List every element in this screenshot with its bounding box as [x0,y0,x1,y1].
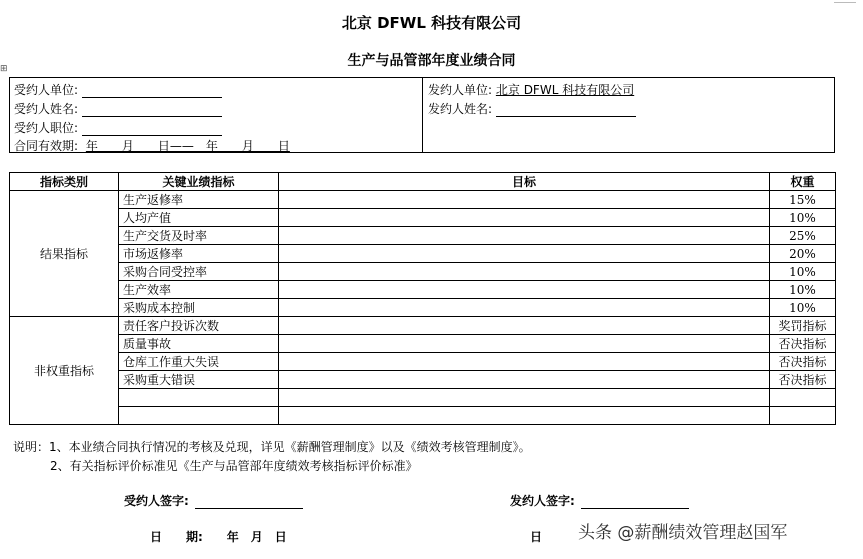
target-cell[interactable] [279,335,770,353]
party-info-box [9,77,835,153]
kpi-cell[interactable]: 采购重大错误 [119,371,279,389]
receiver-position-row [14,119,222,136]
validity-field[interactable]: 年 月 日—— 年 月 日 [85,139,290,153]
table-row [10,299,836,317]
target-cell[interactable] [279,317,770,335]
issuer-date: 日 [530,530,543,544]
weight-cell[interactable]: 否决指标 [770,371,836,389]
receiver-position-label: 受约人职位: [14,121,79,135]
kpi-cell[interactable]: 责任客户投诉次数 [119,317,279,335]
kpi-cell[interactable]: 生产效率 [119,281,279,299]
company-title: 北京 DFWL 科技有限公司 [341,14,522,32]
weight-cell[interactable] [770,389,836,407]
table-row [10,407,836,425]
kpi-cell[interactable]: 质量事故 [119,335,279,353]
note-line-1: 说明：1、本业绩合同执行情况的考核及兑现，详见《薪酬管理制度》以及《绩效考核管理制度》。 [13,440,531,454]
watermark-text: 头条 @薪酬绩效管理赵国军 [578,523,788,543]
kpi-cell[interactable] [119,407,279,425]
issuer-name-label: 发约人姓名: [428,102,493,116]
weight-cell[interactable]: 否决指标 [770,335,836,353]
table-row [10,317,836,335]
target-cell[interactable] [279,389,770,407]
target-cell[interactable] [279,227,770,245]
issuer-sign-field[interactable] [581,496,689,509]
issuer-name-field[interactable] [496,104,636,117]
receiver-sign-row [124,492,303,509]
receiver-sign-field[interactable] [195,496,303,509]
target-cell[interactable] [279,407,770,425]
table-row [10,353,836,371]
issuer-sign-row [510,492,689,509]
header-kpi: 关键业绩指标 [119,173,279,191]
category-cell: 结果指标 [10,191,119,317]
weight-cell[interactable]: 10% [770,263,836,281]
kpi-table [9,172,836,425]
kpi-cell[interactable]: 人均产值 [119,209,279,227]
table-row [10,245,836,263]
target-cell[interactable] [279,209,770,227]
weight-cell[interactable]: 15% [770,191,836,209]
target-cell[interactable] [279,371,770,389]
table-row [10,335,836,353]
kpi-cell[interactable]: 采购合同受控率 [119,263,279,281]
validity-row [14,137,290,154]
contract-title: 生产与品管部年度业绩合同 [347,53,516,69]
kpi-cell[interactable]: 生产返修率 [119,191,279,209]
table-row [10,371,836,389]
receiver-unit-field[interactable] [82,85,222,98]
table-row [10,263,836,281]
category-cell: 非权重指标 [10,317,119,425]
receiver-position-field[interactable] [82,123,222,136]
header-weight: 权重 [770,173,836,191]
table-row [10,191,836,209]
weight-cell[interactable]: 10% [770,281,836,299]
target-cell[interactable] [279,263,770,281]
header-target: 目标 [279,173,770,191]
weight-cell[interactable]: 10% [770,209,836,227]
receiver-name-field[interactable] [82,104,222,117]
kpi-cell[interactable] [119,389,279,407]
receiver-sign-label: 受约人签字: [124,494,189,508]
table-header-row [10,173,836,191]
table-row [10,209,836,227]
kpi-cell[interactable]: 采购成本控制 [119,299,279,317]
weight-cell[interactable]: 10% [770,299,836,317]
validity-label: 合同有效期: [14,139,79,153]
note-line-2: 2、有关指标评价标准见《生产与品管部年度绩效考核指标评价标准》 [50,459,418,473]
receiver-name-label: 受约人姓名: [14,102,79,116]
target-cell[interactable] [279,191,770,209]
weight-cell[interactable]: 20% [770,245,836,263]
kpi-cell[interactable]: 生产交货及时率 [119,227,279,245]
receiver-date: 日 期: 年 月 日 [150,530,287,544]
issuer-unit-label: 发约人单位: [428,83,493,97]
target-cell[interactable] [279,299,770,317]
weight-cell[interactable]: 奖罚指标 [770,317,836,335]
issuer-name-row [428,100,636,117]
weight-cell[interactable]: 25% [770,227,836,245]
target-cell[interactable] [279,245,770,263]
receiver-unit-label: 受约人单位: [14,83,79,97]
party-divider [422,78,423,152]
receiver-name-row [14,100,222,117]
table-move-handle-icon[interactable]: ⊞ [0,64,8,74]
target-cell[interactable] [279,281,770,299]
receiver-unit-row [14,81,222,98]
weight-cell[interactable] [770,407,836,425]
table-row [10,281,836,299]
kpi-cell[interactable]: 仓库工作重大失误 [119,353,279,371]
page-corner-mark [834,2,856,9]
kpi-cell[interactable]: 市场返修率 [119,245,279,263]
target-cell[interactable] [279,353,770,371]
issuer-unit-row [428,81,634,98]
table-row [10,389,836,407]
table-row [10,227,836,245]
weight-cell[interactable]: 否决指标 [770,353,836,371]
issuer-unit-value[interactable]: 北京 DFWL 科技有限公司 [495,83,635,97]
issuer-sign-label: 发约人签字: [510,494,575,508]
header-category: 指标类别 [10,173,119,191]
